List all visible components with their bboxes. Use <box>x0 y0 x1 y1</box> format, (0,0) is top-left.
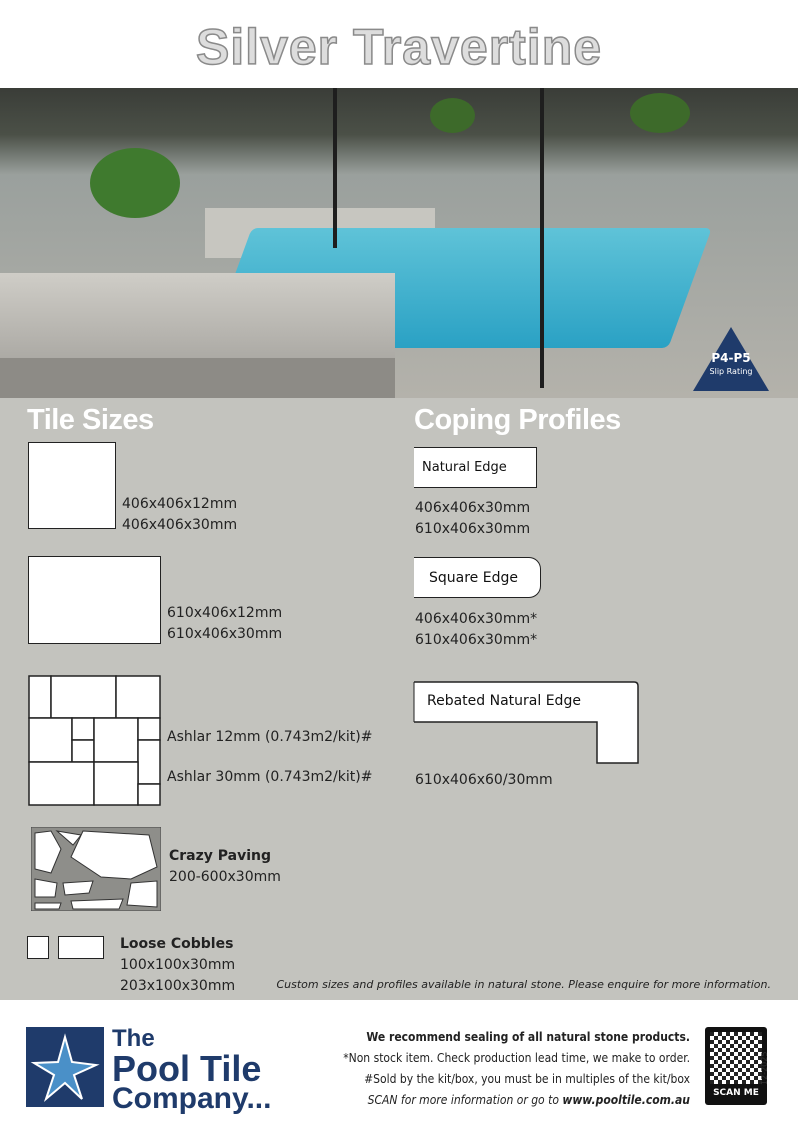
ashlar-30mm-size: Ashlar 30mm (0.743m2/kit)# <box>167 769 373 785</box>
slip-rating-badge <box>693 327 769 391</box>
page-title: Silver Travertine <box>195 19 603 75</box>
rectangle-tile-shape <box>28 556 161 644</box>
natural-edge-label: Natural Edge <box>422 460 507 475</box>
cobble-rect-shape <box>58 936 104 959</box>
ashlar-12mm-size: Ashlar 12mm (0.743m2/kit)# <box>167 729 373 745</box>
fence-post <box>333 88 337 248</box>
size: 610x406x30mm <box>167 626 283 642</box>
size: 406x406x12mm <box>122 496 238 512</box>
slip-rating-value: P4-P5 <box>711 351 751 365</box>
coping-profiles-heading: Coping Profiles <box>414 404 621 436</box>
rebated-edge-label: Rebated Natural Edge <box>427 693 581 709</box>
revision-date: 12-2025 <box>760 1051 769 1085</box>
tile-sizes-heading: Tile Sizes <box>27 404 154 436</box>
plant <box>90 148 180 218</box>
ashlar-pattern-icon <box>28 675 162 807</box>
bench-face <box>0 358 395 398</box>
fence-post <box>540 88 544 388</box>
qr-code[interactable] <box>705 1027 767 1105</box>
logo-line: The <box>112 1025 155 1052</box>
sealing-note: We recommend sealing of all natural stone products. <box>366 1030 690 1044</box>
plant <box>630 93 690 133</box>
crazy-paving-icon <box>31 827 161 911</box>
size: 200-600x30mm <box>169 869 281 885</box>
company-logo-text <box>112 1024 271 1114</box>
loose-cobbles-label: Loose Cobbles <box>120 936 234 952</box>
pool-photo <box>0 88 798 398</box>
loose-cobbles-info <box>120 934 235 997</box>
non-stock-note: *Non stock item. Check production lead time, we make to order. <box>343 1051 690 1065</box>
website-link[interactable]: www.pooltile.com.au <box>562 1093 690 1107</box>
scan-text: SCAN for more information or go to <box>367 1093 563 1107</box>
size: 610x406x30mm* <box>415 632 538 648</box>
size: 610x406x60/30mm <box>415 772 553 788</box>
slip-rating-label: Slip Rating <box>709 367 753 376</box>
tile-size-list <box>167 603 282 645</box>
custom-sizes-note: Custom sizes and profiles available in natural stone. Please enquire for more information. <box>276 978 771 991</box>
square-edge-label: Square Edge <box>429 570 518 586</box>
starfish-logo-icon <box>26 1027 104 1107</box>
size: 610x406x12mm <box>167 605 283 621</box>
square-tile-shape <box>28 442 116 529</box>
size: 406x406x30mm <box>415 500 531 516</box>
kit-note: #Sold by the kit/box, you must be in multiples of the kit/box <box>364 1072 690 1086</box>
plant <box>430 98 475 133</box>
logo-line: Company... <box>112 1082 272 1115</box>
coping-size-list <box>415 609 537 651</box>
cobble-square-shape <box>27 936 49 959</box>
logo-line: Pool Tile <box>112 1048 262 1089</box>
crazy-paving-label: Crazy Paving <box>169 848 272 864</box>
size: 610x406x30mm <box>415 521 531 537</box>
size: 100x100x30mm <box>120 957 236 973</box>
scan-me-label: SCAN ME <box>713 1088 759 1098</box>
crazy-paving-info <box>169 846 281 888</box>
size: 406x406x30mm* <box>415 611 538 627</box>
tile-size-list <box>122 494 237 536</box>
size: 203x100x30mm <box>120 978 236 994</box>
scan-note <box>368 1093 690 1107</box>
coping-size-list <box>415 498 530 540</box>
size: 406x406x30mm <box>122 517 238 533</box>
qr-pattern-icon <box>710 1032 762 1084</box>
